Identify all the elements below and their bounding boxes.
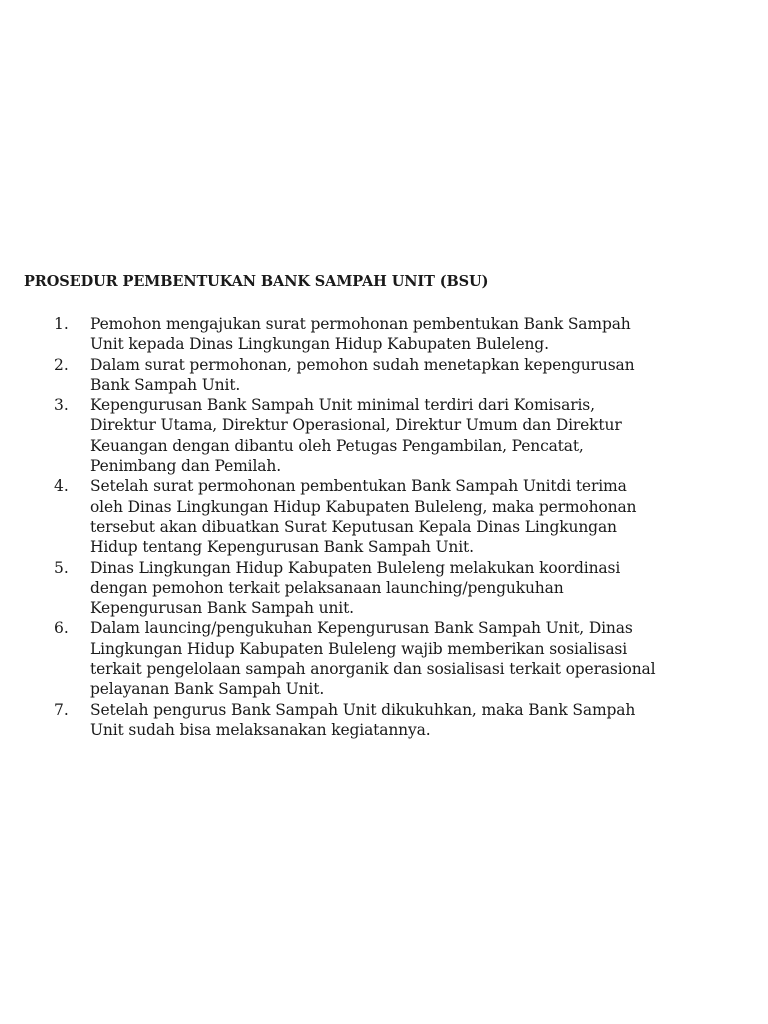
step-text: Pemohon mengajukan surat permohonan pembentukan Bank Sampah Unit kepada Dinas Lingkungan Hidup Kabupaten Buleleng. [90,315,631,354]
step-text: Dinas Lingkungan Hidup Kabupaten Buleleng melakukan koordinasi dengan pemohon terkait pelaksanaan launching/pengukuhan Kepengurusan Bank Sampah unit. [90,558,621,618]
step-text: Kepengurusan Bank Sampah Unit minimal terdiri dari Komisaris, Direktur Utama, Direktur Operasional, Direktur Umum dan Direktur Keuangan dengan dibantu oleh Petugas Pengambilan, Pencatat, Penimbang dan Pemilah. [90,396,622,476]
procedure-steps-list [40,314,760,740]
list-item [40,314,760,355]
step-number: 5. [54,558,69,577]
list-item [40,355,760,396]
step-number: 7. [54,700,69,719]
step-text: Dalam launcing/pengukuhan Kepengurusan Bank Sampah Unit, Dinas Lingkungan Hidup Kabupaten Buleleng wajib memberikan sosialisasi terkait pengelolaan sampah anorganik dan sosialisasi terkait operasional pelayanan Bank Sampah Unit. [90,619,656,699]
list-item [40,700,760,741]
step-text: Setelah pengurus Bank Sampah Unit dikukuhkan, maka Bank Sampah Unit sudah bisa melaksanakan kegiatannya. [90,700,636,739]
list-item [40,395,760,476]
list-item [40,558,760,619]
step-text: Dalam surat permohonan, pemohon sudah menetapkan kepengurusan Bank Sampah Unit. [90,355,635,394]
step-number: 2. [54,355,69,374]
step-number: 6. [54,619,69,638]
step-text: Setelah surat permohonan pembentukan Bank Sampah Unitdi terima oleh Dinas Lingkungan Hidup Kabupaten Buleleng, maka permohonan tersebut akan dibuatkan Surat Keputusan Kepala Dinas Lingkungan Hidup tentang Kepengurusan Bank Sampah Unit. [90,477,637,557]
step-number: 1. [54,315,69,333]
step-number: 4. [54,477,69,496]
document-title: PROSEDUR PEMBENTUKAN BANK SAMPAH UNIT (BSU) [24,273,489,290]
list-item [40,476,760,557]
list-item [40,618,760,699]
step-number: 3. [54,396,69,415]
